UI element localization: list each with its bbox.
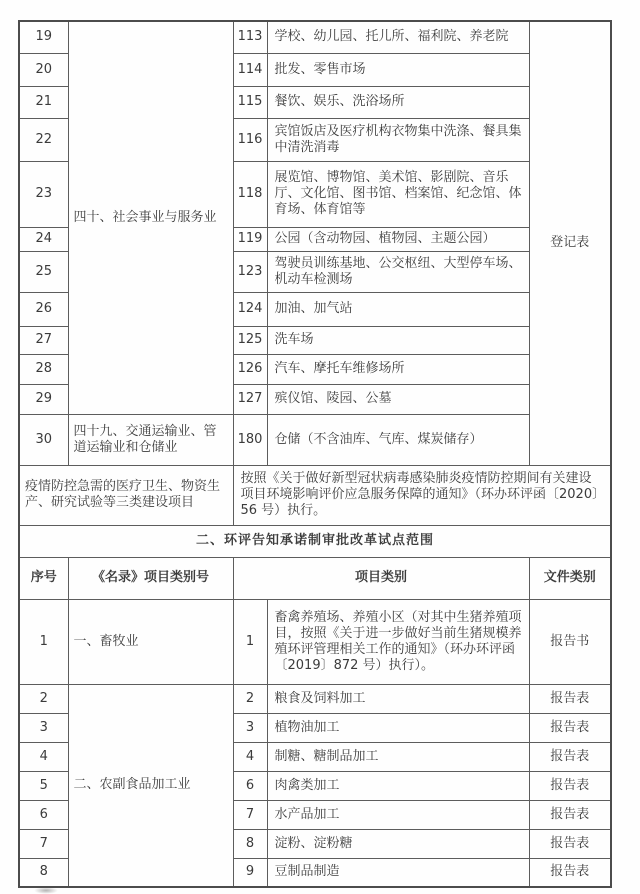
section2-title: 二、环评告知承诺制审批改革试点范围 xyxy=(19,525,611,557)
serial-number-cell: 30 xyxy=(19,414,68,465)
project-category-cell: 汽车、摩托车维修场所 xyxy=(267,354,529,384)
serial-number-cell: 27 xyxy=(19,326,68,354)
project-category-cell: 加油、加气站 xyxy=(267,292,529,326)
header-project-category: 项目类别 xyxy=(233,557,529,599)
item-code-cell: 7 xyxy=(233,800,267,829)
serial-number-cell: 26 xyxy=(19,292,68,326)
project-category-cell: 豆制品制造 xyxy=(267,858,529,887)
item-code-cell: 2 xyxy=(233,684,267,713)
item-code-cell: 125 xyxy=(233,326,267,354)
section2-title-row xyxy=(19,525,611,557)
header-catalog-category-no: 《名录》项目类别号 xyxy=(68,557,233,599)
serial-number-cell: 29 xyxy=(19,384,68,414)
project-category-cell: 餐饮、娱乐、洗浴场所 xyxy=(267,86,529,118)
project-category-cell: 殡仪馆、陵园、公墓 xyxy=(267,384,529,414)
column-header-row xyxy=(19,557,611,599)
item-code-cell: 127 xyxy=(233,384,267,414)
industry-group-cell: 四十、社会事业与服务业 xyxy=(68,21,233,414)
serial-number-cell: 3 xyxy=(19,713,68,742)
industry-group-cell: 一、畜牧业 xyxy=(68,599,233,684)
document-type-cell: 报告表 xyxy=(529,858,611,887)
catalog-table xyxy=(18,20,612,888)
document-type-cell: 登记表 xyxy=(529,21,611,465)
project-category-cell: 学校、幼儿园、托儿所、福利院、养老院 xyxy=(267,21,529,53)
serial-number-cell: 1 xyxy=(19,599,68,684)
project-category-cell: 水产品加工 xyxy=(267,800,529,829)
item-code-cell: 8 xyxy=(233,829,267,858)
epidemic-note-row xyxy=(19,465,611,525)
project-category-cell: 植物油加工 xyxy=(267,713,529,742)
item-code-cell: 126 xyxy=(233,354,267,384)
serial-number-cell: 6 xyxy=(19,800,68,829)
project-category-cell: 淀粉、淀粉糖 xyxy=(267,829,529,858)
bottom-page-artifact xyxy=(34,887,58,894)
epidemic-projects-cell: 疫情防控急需的医疗卫生、物资生产、研究试验等三类建设项目 xyxy=(19,465,233,525)
serial-number-cell: 22 xyxy=(19,118,68,161)
industry-group-cell: 二、农副食品加工业 xyxy=(68,684,233,887)
project-category-cell: 粮食及饲料加工 xyxy=(267,684,529,713)
serial-number-cell: 23 xyxy=(19,161,68,227)
table-row xyxy=(19,684,611,713)
item-code-cell: 9 xyxy=(233,858,267,887)
project-category-cell: 仓储（不含油库、气库、煤炭储存） xyxy=(267,414,529,465)
header-serial-number: 序号 xyxy=(19,557,68,599)
item-code-cell: 124 xyxy=(233,292,267,326)
item-code-cell: 118 xyxy=(233,161,267,227)
document-type-cell: 报告表 xyxy=(529,800,611,829)
industry-group-cell: 四十九、交通运输业、管道运输业和仓储业 xyxy=(68,414,233,465)
serial-number-cell: 7 xyxy=(19,829,68,858)
serial-number-cell: 4 xyxy=(19,742,68,771)
project-category-cell: 畜禽养殖场、养殖小区（对其中生猪养殖项目，按照《关于进一步做好当前生猪规模养殖环评管理相关工作的通知》（环办环评函〔2019〕872 号）执行）。 xyxy=(267,599,529,684)
serial-number-cell: 5 xyxy=(19,771,68,800)
serial-number-cell: 20 xyxy=(19,53,68,86)
table-row xyxy=(19,599,611,684)
document-type-cell: 报告表 xyxy=(529,684,611,713)
serial-number-cell: 25 xyxy=(19,251,68,292)
serial-number-cell: 19 xyxy=(19,21,68,53)
document-type-cell: 报告表 xyxy=(529,771,611,800)
item-code-cell: 113 xyxy=(233,21,267,53)
item-code-cell: 6 xyxy=(233,771,267,800)
project-category-cell: 展览馆、博物馆、美术馆、影剧院、音乐厅、文化馆、图书馆、档案馆、纪念馆、体育场、体育馆等 xyxy=(267,161,529,227)
table-row xyxy=(19,414,611,465)
epidemic-policy-cell: 按照《关于做好新型冠状病毒感染肺炎疫情防控期间有关建设项目环境影响评价应急服务保障的通知》（环办环评函〔2020〕56 号）执行。 xyxy=(233,465,611,525)
project-category-cell: 公园（含动物园、植物园、主题公园） xyxy=(267,227,529,251)
project-category-cell: 批发、零售市场 xyxy=(267,53,529,86)
serial-number-cell: 28 xyxy=(19,354,68,384)
header-document-type: 文件类别 xyxy=(529,557,611,599)
item-code-cell: 4 xyxy=(233,742,267,771)
item-code-cell: 119 xyxy=(233,227,267,251)
serial-number-cell: 2 xyxy=(19,684,68,713)
item-code-cell: 114 xyxy=(233,53,267,86)
serial-number-cell: 21 xyxy=(19,86,68,118)
serial-number-cell: 8 xyxy=(19,858,68,887)
document-type-cell: 报告表 xyxy=(529,829,611,858)
document-type-cell: 报告表 xyxy=(529,713,611,742)
project-category-cell: 制糖、糖制品加工 xyxy=(267,742,529,771)
item-code-cell: 1 xyxy=(233,599,267,684)
serial-number-cell: 24 xyxy=(19,227,68,251)
catalog-document xyxy=(18,20,612,888)
project-category-cell: 宾馆饭店及医疗机构衣物集中洗涤、餐具集中清洗消毒 xyxy=(267,118,529,161)
item-code-cell: 116 xyxy=(233,118,267,161)
document-type-cell: 报告书 xyxy=(529,599,611,684)
item-code-cell: 180 xyxy=(233,414,267,465)
item-code-cell: 3 xyxy=(233,713,267,742)
item-code-cell: 115 xyxy=(233,86,267,118)
document-type-cell: 报告表 xyxy=(529,742,611,771)
project-category-cell: 洗车场 xyxy=(267,326,529,354)
project-category-cell: 驾驶员训练基地、公交枢纽、大型停车场、机动车检测场 xyxy=(267,251,529,292)
table-row xyxy=(19,21,611,53)
project-category-cell: 肉禽类加工 xyxy=(267,771,529,800)
item-code-cell: 123 xyxy=(233,251,267,292)
